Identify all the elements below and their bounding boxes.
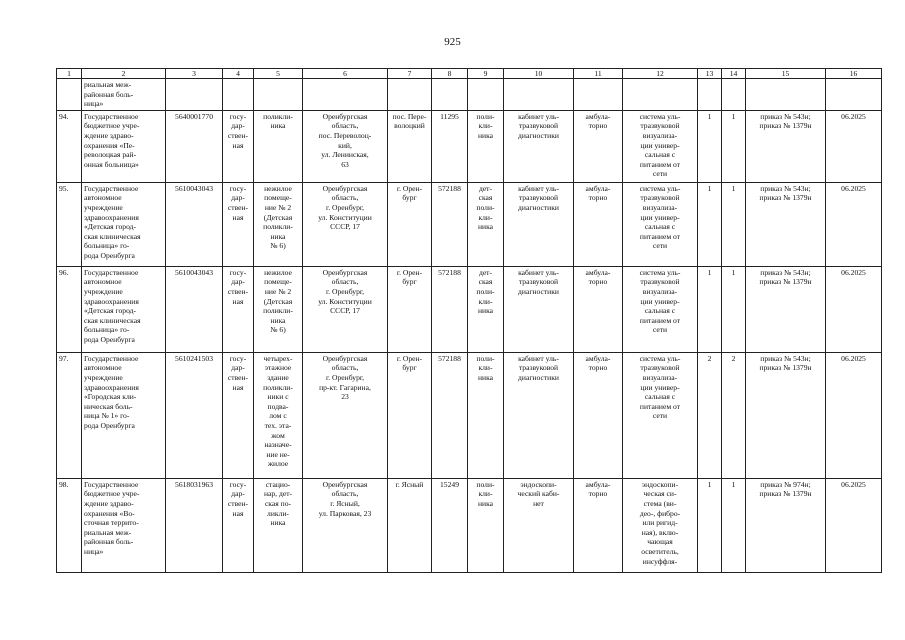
quantity: 1 (722, 266, 746, 352)
address: Оренбургская область, г. Оренбург, ул. Конституции СССР, 17 (303, 182, 388, 266)
inn: 5610043043 (166, 266, 223, 352)
unit: дет- ская поли- кли- ника (468, 266, 504, 352)
quantity: 1 (698, 182, 722, 266)
quantity: 1 (722, 182, 746, 266)
date: 06.2025 (826, 478, 882, 572)
building: поликли- ника (254, 110, 303, 182)
locality: г. Орен- бург (388, 182, 432, 266)
organization: Государственное бюджетное учре- ждение здраво- охранения «Пе- револоцкая рай- онная больница» (82, 110, 166, 182)
table-row (57, 352, 882, 478)
inn: 5610043043 (166, 182, 223, 266)
inn: 5610241503 (166, 352, 223, 478)
address: Оренбургская область, г. Оренбург, ул. Конституции СССР, 17 (303, 266, 388, 352)
inn: 5618031963 (166, 478, 223, 572)
row-number: 97. (57, 352, 82, 478)
date: 06.2025 (826, 182, 882, 266)
column-number-row (57, 69, 882, 79)
column-number: 2 (82, 69, 166, 79)
column-number: 9 (468, 69, 504, 79)
address: Оренбургская область, г. Ясный, ул. Парковая, 23 (303, 478, 388, 572)
locality: г. Ясный (388, 478, 432, 572)
address: Оренбургская область, пос. Переволоц- кий, ул. Ленинская, 63 (303, 110, 388, 182)
column-number: 11 (574, 69, 623, 79)
care-type: амбула- торно (574, 182, 623, 266)
organization: Государственное автономное учреждение здравоохранения «Детская город- ская клиническая больница» го- рода Оренбурга (82, 182, 166, 266)
table-row (57, 478, 882, 572)
room: эндоскопи- ческий каби- нет (504, 478, 574, 572)
equipment: система уль- тразвуковой визуализа- ции универ- сальная с питанием от сети (623, 352, 698, 478)
care-type: амбула- торно (574, 266, 623, 352)
row-number: 94. (57, 110, 82, 182)
care-type: амбула- торно (574, 352, 623, 478)
column-number: 5 (254, 69, 303, 79)
column-number: 14 (722, 69, 746, 79)
column-number: 7 (388, 69, 432, 79)
table-row (57, 110, 882, 182)
ownership-form: госу- дар- ствен- ная (223, 266, 254, 352)
orders: приказ № 974н; приказ № 1379н (746, 478, 826, 572)
orders: приказ № 543н; приказ № 1379н (746, 352, 826, 478)
population: 572188 (432, 182, 468, 266)
population: 11295 (432, 110, 468, 182)
room: кабинет уль- тразвуковой диагностики (504, 352, 574, 478)
building: нежилое помеще- ние № 2 (Детская поликли- ника № 6) (254, 266, 303, 352)
ownership-form: госу- дар- ствен- ная (223, 182, 254, 266)
ownership-form: госу- дар- ствен- ная (223, 110, 254, 182)
continuation-text: риальная меж- районная боль- ница» (82, 79, 166, 111)
inn: 5640001770 (166, 110, 223, 182)
building: четырех- этажное здание поликли- ники с подва- лом с тех. эта- жом назначе- ние не- жилое (254, 352, 303, 478)
equipment: система уль- тразвуковой визуализа- ции универ- сальная с питанием от сети (623, 266, 698, 352)
column-number: 16 (826, 69, 882, 79)
quantity: 1 (722, 110, 746, 182)
unit: дет- ская поли- кли- ника (468, 182, 504, 266)
date: 06.2025 (826, 352, 882, 478)
unit: поли- кли- ника (468, 478, 504, 572)
ownership-form: госу- дар- ствен- ная (223, 352, 254, 478)
column-number: 8 (432, 69, 468, 79)
care-type: амбула- торно (574, 110, 623, 182)
column-number: 15 (746, 69, 826, 79)
locality: г. Орен- бург (388, 266, 432, 352)
registry-table (56, 68, 882, 573)
address: Оренбургская область, г. Оренбург, пр-кт. Гагарина, 23 (303, 352, 388, 478)
quantity: 1 (698, 478, 722, 572)
orders: приказ № 543н; приказ № 1379н (746, 182, 826, 266)
column-number: 6 (303, 69, 388, 79)
column-number: 12 (623, 69, 698, 79)
population: 572188 (432, 266, 468, 352)
care-type: амбула- торно (574, 478, 623, 572)
page-number: 925 (444, 36, 461, 48)
building: нежилое помеще- ние № 2 (Детская поликли- ника № 6) (254, 182, 303, 266)
population: 572188 (432, 352, 468, 478)
locality: пос. Пере- волоцкий (388, 110, 432, 182)
quantity: 1 (698, 266, 722, 352)
table-row (57, 266, 882, 352)
date: 06.2025 (826, 266, 882, 352)
unit: поли- кли- ника (468, 352, 504, 478)
date: 06.2025 (826, 110, 882, 182)
column-number: 1 (57, 69, 82, 79)
quantity: 2 (722, 352, 746, 478)
column-number: 4 (223, 69, 254, 79)
equipment: система уль- тразвуковой визуализа- ции универ- сальная с питанием от сети (623, 110, 698, 182)
ownership-form: госу- дар- ствен- ная (223, 478, 254, 572)
room: кабинет уль- тразвуковой диагностики (504, 266, 574, 352)
locality: г. Орен- бург (388, 352, 432, 478)
row-number: 96. (57, 266, 82, 352)
room: кабинет уль- тразвуковой диагностики (504, 182, 574, 266)
column-number: 3 (166, 69, 223, 79)
organization: Государственное автономное учреждение здравоохранения «Городская кли- ническая боль- ница № 1» го- рода Оренбурга (82, 352, 166, 478)
organization: Государственное бюджетное учре- ждение здраво- охранения «Во- сточная террито- риальная меж- районная боль- ница» (82, 478, 166, 572)
building: стацио- нар, дет- ская по- ликли- ника (254, 478, 303, 572)
room: кабинет уль- тразвуковой диагностики (504, 110, 574, 182)
quantity: 1 (698, 110, 722, 182)
orders: приказ № 543н; приказ № 1379н (746, 266, 826, 352)
row-number: 98. (57, 478, 82, 572)
column-number: 13 (698, 69, 722, 79)
table-row (57, 182, 882, 266)
continuation-row (57, 79, 882, 111)
row-number: 95. (57, 182, 82, 266)
equipment: система уль- тразвуковой визуализа- ции универ- сальная с питанием от сети (623, 182, 698, 266)
column-number: 10 (504, 69, 574, 79)
population: 15249 (432, 478, 468, 572)
quantity: 1 (722, 478, 746, 572)
quantity: 2 (698, 352, 722, 478)
orders: приказ № 543н; приказ № 1379н (746, 110, 826, 182)
organization: Государственное автономное учреждение здравоохранения «Детская город- ская клиническая больница» го- рода Оренбурга (82, 266, 166, 352)
equipment: эндоскопи- ческая си- стема (ви- део-, фибро- или ригид- ная), вклю- чающая осветитель, инсуффля- (623, 478, 698, 572)
unit: поли- кли- ника (468, 110, 504, 182)
